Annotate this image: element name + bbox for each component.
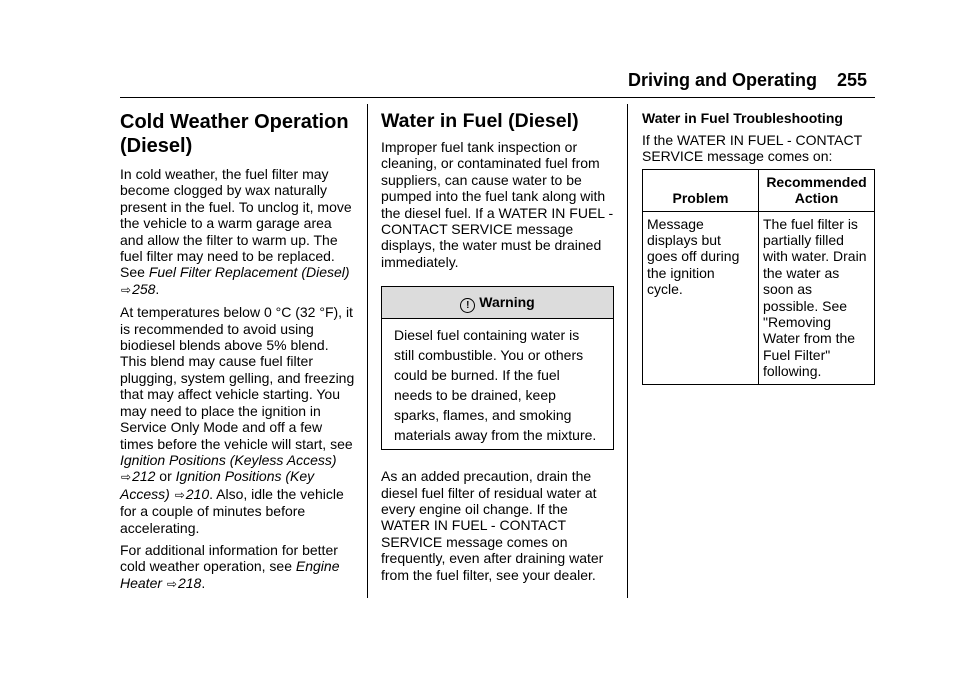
warning-icon: ! (460, 298, 475, 313)
column-3 (642, 110, 876, 385)
column-1 (120, 110, 356, 598)
table-cell-problem: Message displays but goes off during the ignition cycle. (643, 211, 759, 384)
precaution-paragraph: As an added precaution, drain the diesel fuel filter of residual water at every engine oil change. If the WATER IN FUEL - CONTACT SERVICE message comes on frequently, even after draining water from the fuel filter, see your dealer. (381, 468, 604, 583)
section-title: Driving and Operating (628, 70, 818, 90)
table-header-row (643, 169, 875, 211)
cross-reference-link[interactable]: Ignition Positions (Key Access) (120, 468, 315, 502)
header-divider (120, 97, 875, 98)
cross-reference-link[interactable]: Ignition Positions (Keyless Access) (120, 451, 337, 468)
warning-header (382, 287, 613, 319)
paragraph-text: At temperatures below 0 °C (32 °F), it is recommended to avoid using biodiesel blends above 5% blend. This blend may cause fuel filter plugging, system gelling, and freezing that may affect vehicle starting. You may need to place the ignition in Service Only Mode and off a few times before the vehicle will start, see (120, 304, 355, 452)
page-ref-arrow-icon: ⇨ (174, 487, 185, 502)
page-reference[interactable]: 210 (185, 485, 210, 502)
page-number: 255 (837, 70, 868, 90)
paragraph (120, 542, 356, 592)
paragraph-text: . Also, idle the vehicle for a couple of minutes before accelerating. (120, 485, 344, 536)
page-reference[interactable]: 212 (132, 468, 156, 485)
column-header-action: Recommended Action (759, 169, 875, 211)
troubleshooting-intro: If the WATER IN FUEL - CONTACT SERVICE message comes on: (642, 132, 862, 165)
page-reference[interactable]: 258 (132, 280, 156, 297)
paragraph (120, 166, 356, 298)
paragraph-text: In cold weather, the fuel filter may become clogged by wax naturally present in the fuel. To unclog it, move the vehicle to a warm garage area and allow the filter to warm up. The fuel filter may need to be replaced. See (120, 166, 352, 281)
page-ref-arrow-icon: ⇨ (121, 470, 132, 485)
connector-text: or (155, 468, 176, 485)
column-2 (381, 110, 614, 583)
column-header-problem: Problem (643, 169, 759, 211)
punctuation: . (201, 574, 206, 591)
troubleshooting-table (642, 169, 875, 385)
column-1-body (120, 166, 356, 592)
troubleshooting-heading: Water in Fuel Troubleshooting (642, 110, 843, 126)
page-ref-arrow-icon: ⇨ (166, 576, 177, 591)
page-reference[interactable]: 218 (177, 574, 202, 591)
paragraph (120, 304, 356, 536)
page-ref-arrow-icon: ⇨ (121, 282, 132, 297)
warning-text: Diesel fuel containing water is still combustible. You or others could be burned. If the fuel needs to be drained, keep sparks, flames, and smoking materials away from the mixture. (394, 327, 597, 444)
table-cell-action: The fuel filter is partially filled with water. Drain the water as soon as possible. See "Removing Water from the Fuel Filter" following. (759, 211, 875, 384)
cross-reference-link[interactable]: Engine Heater (120, 558, 340, 591)
warning-box (381, 286, 614, 450)
punctuation: . (155, 280, 160, 297)
cross-reference-link[interactable]: Fuel Filter Replacement (Diesel) (148, 264, 350, 281)
water-in-fuel-intro: Improper fuel tank inspection or cleaning, or contaminated fuel from suppliers, can cause water to be pumped into the fuel tank along with the diesel fuel. If a WATER IN FUEL - CONTACT SERVICE message displays, the water must be drained immediately. (381, 139, 614, 270)
water-in-fuel-heading: Water in Fuel (Diesel) (381, 110, 579, 132)
column-divider-2 (627, 104, 628, 598)
warning-label: Warning (479, 294, 535, 311)
cold-weather-heading: Cold Weather Operation (Diesel) (120, 111, 349, 157)
table-row (643, 211, 875, 384)
column-divider-1 (367, 104, 368, 598)
paragraph-text: For additional information for better cold weather operation, see (120, 541, 338, 575)
